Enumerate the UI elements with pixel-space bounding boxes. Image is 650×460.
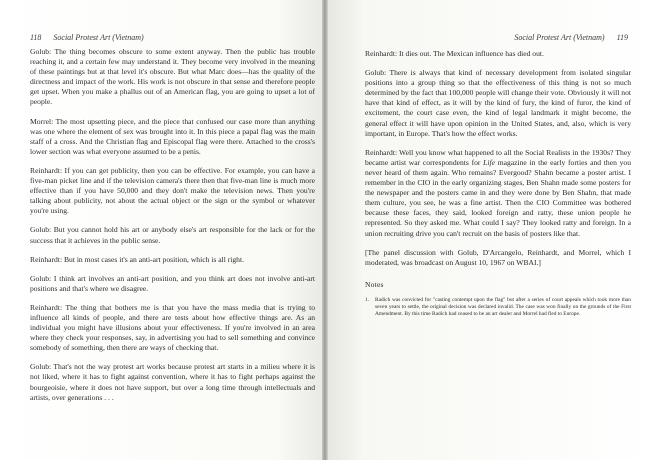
right-running-title: Social Protest Art (Vietnam) xyxy=(514,33,605,42)
footnote-number: 1. xyxy=(365,296,370,303)
paragraph: Golub: But you cannot hold his art or anybody else's art responsible for the lack or for the success that it achieves in the public sense. xyxy=(30,225,315,245)
left-body-text xyxy=(30,47,315,412)
paragraph: Reinhardt: The thing that bothers me is that you have the mass media that is trying to influence all kinds of people, and there are tests about how effective things are. As an individual you might have illusions about your effectiveness. If you're involved in an area where they check your responses, say, in advertising you had to sell something and convince somebody of something, then there are ways of checking that. xyxy=(30,302,315,353)
paragraph: Reinhardt: But in most cases it's an anti-art position, which is all right. xyxy=(30,254,244,264)
magazine-title: Life xyxy=(483,157,495,167)
paragraph: Morrel: The most upsetting piece, and the piece that confused our case more than anything was one where the element of sex was brought into it. In this piece a papal flag was the main staff of a cross. And the Christian flag and Episcopal flag were there. Attached to the cross's lower section was what everyone assumed to be a penis. xyxy=(30,116,315,156)
right-running-head xyxy=(514,33,628,42)
footnote xyxy=(365,297,631,319)
paragraph: Golub: That's not the way protest art works because protest art starts in a milieu where it is not liked, where it has to fight against convention, where it has to fight perhaps against the bourgeoisie, where it does not have support, but over a long time through intellectuals and artists, over generations . . . xyxy=(30,362,315,402)
left-running-title: Social Protest Art (Vietnam) xyxy=(53,33,144,42)
paragraph: Golub: There is always that kind of necessary development from isolated singular positions into a group thing so that the effectiveness of this thing is not so much determined by the fact that 100,000 people will change their vote. Obviously it will not have that kind of effect, as it will by the kind of fury, the kind of furor, the kind of excitement, the court case even, the kind of legal landmark it might become, the general effect it will have upon opinion in the United States, and, also, which is very important, in Europe. That's how the effect works. xyxy=(365,68,631,138)
notes-heading: Notes xyxy=(365,279,384,289)
paragraph: Golub: I think art involves an anti-art position, and you think art does not involve anti-art positions and that's where we disagree. xyxy=(30,273,315,293)
left-running-head xyxy=(30,33,144,42)
paragraph: Reinhardt: It dies out. The Mexican influence has died out. xyxy=(365,49,544,58)
book-gutter xyxy=(322,0,328,460)
left-page-number: 118 xyxy=(30,33,42,42)
footnote-text: Radich was convicted for "casting contempt upon the flag" but after a series of court appeals which took more than seven years to settle, the original decision was declared invalid. The case was won finally on the grounds of the First Amendment. By this time Radich had ceased to be an art dealer and Morrel had fled to Europe. xyxy=(375,296,631,318)
right-page xyxy=(325,0,650,460)
paragraph: Reinhardt: Well you know what happened to all the Social Realists in the 1930s? They became artist war correspondents for Life magazine in the early forties and then you never heard of them again. Who remains? Evergood? Shahn became a poster artist. I remember in the CIO in the early organizing stages, Ben Shahn made some posters for the newspaper and the posters came in and they were done by Ben Shahn, that made them culture, you see, he was a fine artist. Then the CIO Committee was bothered because these faces, they said, looked foreign and ratty, these union people he represented. So they asked me. What could I say? They looked ratty and foreign. In a union recruiting drive you can't recruit on the basis of posters like that. xyxy=(365,147,631,238)
paragraph: Reinhardt: If you can get publicity, then you can be effective. For example, you can have a five-man picket line and if the television camera's there then that five-man line is much more effective than if you have 50,000 and they don't make the television news. Then you're talking about publicity, not about the actual object or the sign or the symbol or whatever you're using. xyxy=(30,165,315,216)
right-page-number: 119 xyxy=(616,33,628,42)
paragraph: Golub: The thing becomes obscure to some extent anyway. Then the public has trouble reaching it, and a certain few may understand it. They become very involved in the meaning of these paintings but at that level it's obscure. But what Marc does—has the quality of the directness and impact of the work. His work is not obscure in that sense and therefore people get upset. When you make a phallus out of an American flag, you are going to upset a lot of people. xyxy=(30,47,315,107)
paragraph: [The panel discussion with Golub, D'Arcangelo, Reinhardt, and Morrel, which I moderated, was broadcast on August 10, 1967 on WBAI.] xyxy=(365,247,631,267)
right-body-text xyxy=(365,49,631,318)
